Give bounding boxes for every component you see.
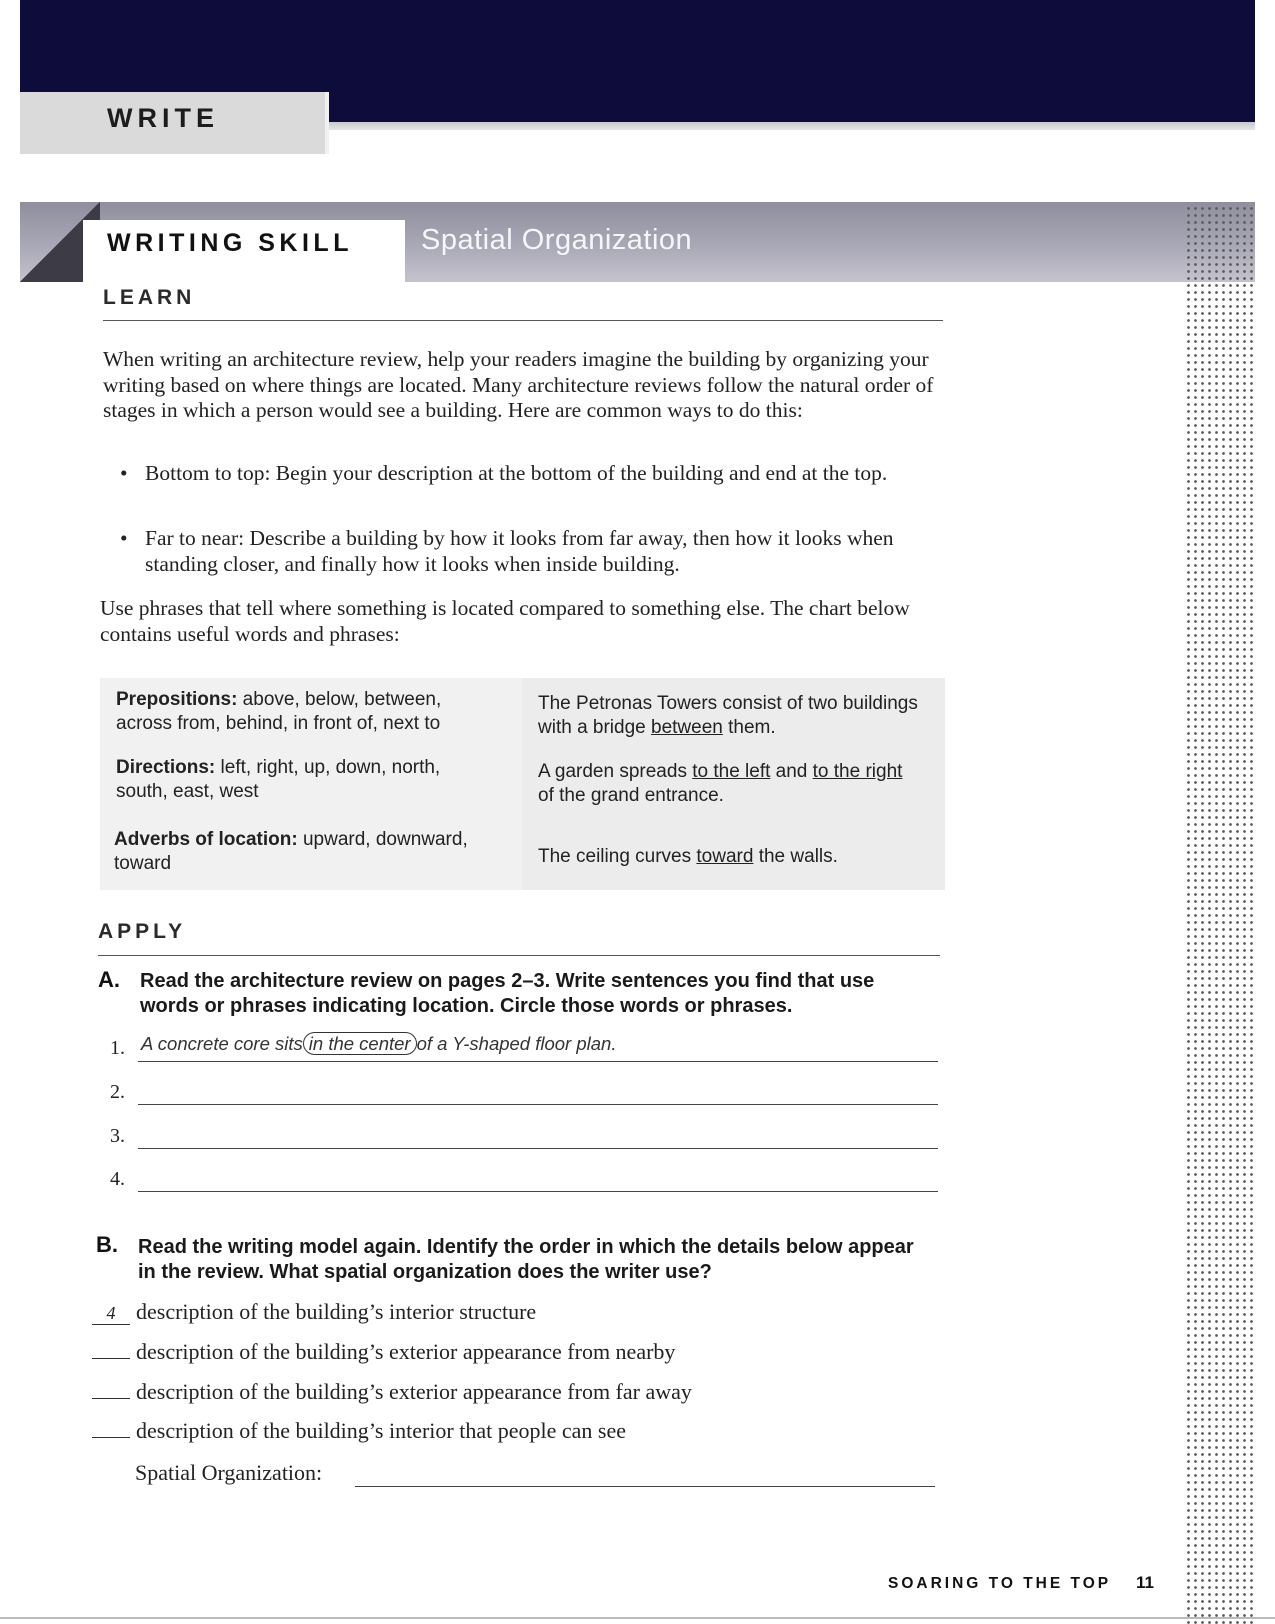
- bullet-dot: •: [120, 526, 128, 550]
- section-label: WRITE: [107, 103, 219, 133]
- learn-heading: LEARN: [103, 286, 196, 309]
- part-a-instruction: Read the architecture review on pages 2–3. Write sentences you find that use words or phrases indicating location. Circle those words or phrases.: [140, 970, 875, 1017]
- bullet-dot: •: [120, 461, 128, 485]
- example-highlight: to the right: [812, 761, 903, 782]
- order-blank[interactable]: [92, 1437, 130, 1438]
- learn-rule: [103, 320, 943, 321]
- footer-unit-title: SOARING TO THE TOP: [888, 1575, 1112, 1592]
- bullet-item: [120, 461, 940, 487]
- example-text: of the grand entrance.: [538, 785, 724, 806]
- answer-1: [141, 1033, 616, 1055]
- order-item: [92, 1418, 626, 1444]
- chart-example: [538, 760, 918, 808]
- chart-term-words: upward, downward, toward: [114, 829, 468, 874]
- skill-title: Spatial Organization: [421, 224, 693, 256]
- chart-term-directions: [116, 756, 496, 804]
- chart-term-label: Adverbs of location:: [114, 829, 298, 850]
- answer-line[interactable]: [138, 1148, 938, 1149]
- chart-term-words: left, right, up, down, north, south, east, west: [116, 757, 441, 802]
- answer-text: of a Y-shaped floor plan.: [416, 1033, 617, 1054]
- answer-line[interactable]: [138, 1104, 938, 1105]
- phrases-intro: Use phrases that tell where something is located compared to something else. The chart below contains useful words and phrases:: [100, 596, 910, 646]
- dot-pattern-margin: [1185, 205, 1257, 1624]
- example-text: The Petronas Towers consist of two buildings with a bridge: [538, 693, 918, 738]
- bullet-text: Bottom to top: Begin your description at the bottom of the building and end at the top.: [145, 461, 888, 485]
- part-b-instruction: Read the writing model again. Identify the order in which the details below appear in the review. What spatial organization does the writer use?: [138, 1236, 914, 1283]
- example-highlight: between: [651, 717, 723, 738]
- order-text: description of the building’s interior structure: [136, 1299, 537, 1324]
- spatial-organization-line[interactable]: [355, 1486, 935, 1487]
- order-item: [92, 1339, 675, 1365]
- circled-phrase: in the center: [303, 1032, 417, 1055]
- example-highlight: toward: [696, 846, 754, 867]
- answer-line[interactable]: [138, 1061, 938, 1062]
- chart-term-prepositions: [116, 688, 496, 736]
- chart-term-words: above, below, between, across from, behind, in front of, next to: [116, 689, 442, 734]
- answer-text: A concrete core sits: [141, 1033, 303, 1054]
- spatial-organization-label: Spatial Organization:: [135, 1460, 323, 1485]
- item-number: 4.: [110, 1168, 125, 1190]
- example-text: and: [770, 761, 813, 782]
- order-blank[interactable]: 4: [92, 1303, 130, 1325]
- item-number: 2.: [110, 1081, 125, 1103]
- chart-example: [538, 845, 918, 869]
- page-bottom-rule: [0, 1617, 1275, 1619]
- example-text: the walls.: [753, 846, 838, 867]
- learn-intro: When writing an architecture review, help your readers imagine the building by organizing your writing based on where things are located. Many architecture reviews follow the natural order of stages in which a person would see a building. Here are common ways to do this:: [103, 347, 934, 422]
- answer-line[interactable]: [138, 1191, 938, 1192]
- bullet-item: [120, 526, 940, 577]
- example-text: The ceiling curves: [538, 846, 697, 867]
- chart-term-label: Directions:: [116, 757, 216, 778]
- example-text: them.: [722, 717, 776, 738]
- order-text: description of the building’s exterior appearance from nearby: [136, 1339, 676, 1364]
- order-blank[interactable]: [92, 1398, 130, 1399]
- chart-example: [538, 692, 918, 740]
- order-blank[interactable]: [92, 1358, 130, 1359]
- part-a-letter: A.: [98, 967, 120, 992]
- bullet-text: Far to near: Describe a building by how it looks from far away, then how it looks when standing closer, and finally how it looks when inside building.: [145, 526, 894, 576]
- skill-tab-label: WRITING SKILL: [107, 229, 353, 257]
- example-highlight: to the left: [692, 761, 771, 782]
- order-item: [92, 1299, 536, 1325]
- chart-term-label: Prepositions:: [116, 689, 238, 710]
- item-number: 3.: [110, 1125, 125, 1147]
- chart-term-adverbs: [114, 828, 504, 876]
- apply-heading: APPLY: [98, 920, 187, 943]
- item-number: 1.: [110, 1037, 125, 1059]
- order-item: [92, 1379, 692, 1405]
- part-b-letter: B.: [96, 1232, 118, 1257]
- example-text: A garden spreads: [538, 761, 693, 782]
- order-text: description of the building’s interior that people can see: [136, 1418, 626, 1443]
- apply-rule: [98, 955, 940, 956]
- order-text: description of the building’s exterior appearance from far away: [136, 1379, 692, 1404]
- header-rule: [325, 122, 1255, 130]
- page-number: 11: [1136, 1573, 1154, 1592]
